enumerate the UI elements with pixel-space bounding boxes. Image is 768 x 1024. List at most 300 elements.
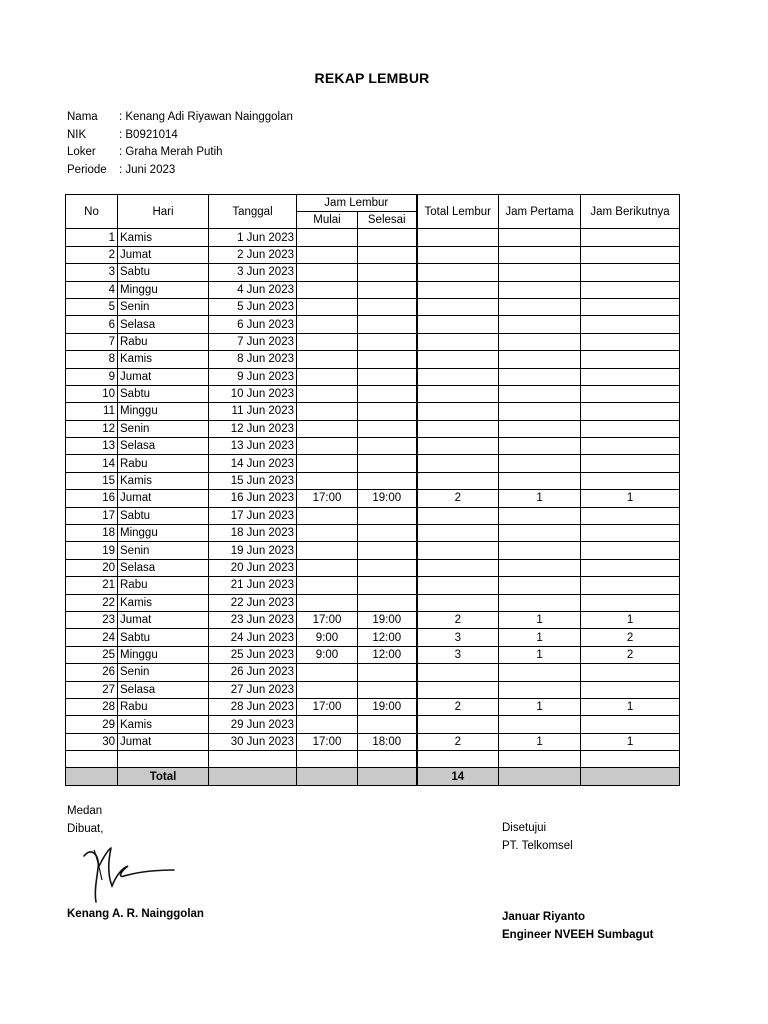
cell-hari: Selasa — [118, 316, 209, 333]
cell-mulai — [297, 594, 358, 611]
cell-total-lembur — [417, 368, 499, 385]
cell-jam-berikutnya — [581, 385, 680, 402]
cell-selesai — [358, 751, 417, 768]
cell-selesai — [358, 438, 417, 455]
total-label: Total — [118, 768, 209, 786]
cell-total-lembur: 2 — [417, 611, 499, 628]
cell-jam-pertama — [499, 264, 581, 281]
cell-jam-pertama — [499, 455, 581, 472]
cell-selesai — [358, 368, 417, 385]
cell-jam-pertama: 1 — [499, 611, 581, 628]
cell-total-selesai — [358, 768, 417, 786]
cell-no: 15 — [66, 472, 118, 489]
cell-total-lembur — [417, 281, 499, 298]
cell-no: 12 — [66, 420, 118, 437]
cell-jam-berikutnya — [581, 229, 680, 246]
header-jam-berikutnya: Jam Berikutnya — [581, 195, 680, 229]
table-row — [66, 420, 680, 437]
cell-mulai — [297, 246, 358, 263]
cell-tanggal: 8 Jun 2023 — [209, 351, 297, 368]
cell-mulai — [297, 316, 358, 333]
info-row-nik — [67, 126, 293, 144]
table-row — [66, 681, 680, 698]
cell-hari: Rabu — [118, 333, 209, 350]
cell-jam-berikutnya — [581, 403, 680, 420]
header-hari: Hari — [118, 195, 209, 229]
table-row — [66, 611, 680, 628]
signer-right-title: Engineer NVEEH Sumbagut — [502, 929, 654, 941]
cell-hari: Selasa — [118, 438, 209, 455]
cell-jam-pertama — [499, 403, 581, 420]
cell-no: 17 — [66, 507, 118, 524]
table-row — [66, 733, 680, 750]
cell-mulai — [297, 403, 358, 420]
table-row — [66, 455, 680, 472]
table-row — [66, 368, 680, 385]
table-row — [66, 264, 680, 281]
cell-hari: Selasa — [118, 559, 209, 576]
cell-jam-berikutnya — [581, 559, 680, 576]
info-row-loker — [67, 143, 293, 161]
info-value: : Graha Merah Putih — [119, 146, 223, 159]
table-row — [66, 246, 680, 263]
cell-hari: Senin — [118, 542, 209, 559]
cell-jam-pertama — [499, 246, 581, 263]
cell-jam-berikutnya — [581, 351, 680, 368]
cell-mulai — [297, 681, 358, 698]
employee-info — [67, 108, 293, 179]
cell-tanggal: 1 Jun 2023 — [209, 229, 297, 246]
cell-mulai — [297, 542, 358, 559]
cell-tanggal: 16 Jun 2023 — [209, 490, 297, 507]
table-row-blank — [66, 751, 680, 768]
cell-total-lembur — [417, 316, 499, 333]
cell-total-lembur — [417, 559, 499, 576]
cell-hari: Jumat — [118, 246, 209, 263]
cell-mulai: 9:00 — [297, 629, 358, 646]
cell-tanggal: 30 Jun 2023 — [209, 733, 297, 750]
table-row — [66, 559, 680, 576]
cell-total-lembur — [417, 681, 499, 698]
cell-no: 27 — [66, 681, 118, 698]
cell-selesai — [358, 525, 417, 542]
cell-mulai — [297, 385, 358, 402]
cell-tanggal — [209, 751, 297, 768]
cell-jam-berikutnya — [581, 472, 680, 489]
cell-no: 20 — [66, 559, 118, 576]
cell-mulai: 17:00 — [297, 490, 358, 507]
signer-right-block — [502, 908, 653, 944]
cell-mulai — [297, 525, 358, 542]
cell-no: 11 — [66, 403, 118, 420]
cell-no: 1 — [66, 229, 118, 246]
cell-jam-berikutnya: 2 — [581, 646, 680, 663]
cell-jam-berikutnya — [581, 281, 680, 298]
signer-left-name: Kenang A. R. Nainggolan — [67, 908, 204, 920]
cell-tanggal: 15 Jun 2023 — [209, 472, 297, 489]
cell-hari: Kamis — [118, 472, 209, 489]
cell-jam-berikutnya — [581, 438, 680, 455]
cell-total-lembur — [417, 577, 499, 594]
cell-jam-pertama — [499, 507, 581, 524]
cell-hari: Sabtu — [118, 629, 209, 646]
cell-no: 2 — [66, 246, 118, 263]
cell-selesai — [358, 716, 417, 733]
cell-jam-berikutnya — [581, 264, 680, 281]
cell-tanggal: 9 Jun 2023 — [209, 368, 297, 385]
cell-no: 21 — [66, 577, 118, 594]
cell-no: 25 — [66, 646, 118, 663]
cell-selesai — [358, 385, 417, 402]
table-row — [66, 716, 680, 733]
header-total-lembur: Total Lembur — [417, 195, 499, 229]
cell-jam-pertama — [499, 594, 581, 611]
cell-tanggal: 4 Jun 2023 — [209, 281, 297, 298]
cell-no: 5 — [66, 298, 118, 315]
cell-jam-pertama — [499, 525, 581, 542]
cell-jam-pertama — [499, 298, 581, 315]
cell-tanggal: 20 Jun 2023 — [209, 559, 297, 576]
cell-total-pertama — [499, 768, 581, 786]
sign-right-block — [502, 820, 573, 855]
cell-jam-pertama: 1 — [499, 646, 581, 663]
info-row-periode — [67, 161, 293, 179]
cell-jam-berikutnya: 1 — [581, 611, 680, 628]
cell-selesai: 12:00 — [358, 646, 417, 663]
info-label: Loker — [67, 146, 96, 159]
header-tanggal: Tanggal — [209, 195, 297, 229]
cell-hari: Kamis — [118, 351, 209, 368]
cell-hari: Senin — [118, 420, 209, 437]
cell-hari: Jumat — [118, 733, 209, 750]
cell-mulai — [297, 438, 358, 455]
cell-hari: Senin — [118, 298, 209, 315]
cell-tanggal: 5 Jun 2023 — [209, 298, 297, 315]
cell-selesai — [358, 420, 417, 437]
cell-hari: Selasa — [118, 681, 209, 698]
cell-selesai: 18:00 — [358, 733, 417, 750]
cell-total-lembur — [417, 385, 499, 402]
cell-total-lembur: 3 — [417, 646, 499, 663]
table-header-row — [66, 195, 680, 212]
table-row — [66, 281, 680, 298]
cell-tanggal: 17 Jun 2023 — [209, 507, 297, 524]
cell-total-lembur: 2 — [417, 490, 499, 507]
cell-tanggal: 6 Jun 2023 — [209, 316, 297, 333]
cell-jam-pertama — [499, 438, 581, 455]
signer-right-name: Januar Riyanto — [502, 911, 586, 923]
cell-mulai — [297, 281, 358, 298]
cell-mulai — [297, 455, 358, 472]
cell-hari: Sabtu — [118, 507, 209, 524]
header-jam-pertama: Jam Pertama — [499, 195, 581, 229]
cell-total-lembur — [417, 229, 499, 246]
cell-mulai: 17:00 — [297, 611, 358, 628]
cell-jam-pertama — [499, 472, 581, 489]
table-row — [66, 664, 680, 681]
header-mulai: Mulai — [297, 212, 358, 229]
cell-mulai — [297, 716, 358, 733]
place-text: Medan — [67, 805, 103, 817]
cell-total-lembur — [417, 246, 499, 263]
cell-mulai — [297, 368, 358, 385]
cell-selesai: 19:00 — [358, 698, 417, 715]
cell-selesai — [358, 472, 417, 489]
cell-total-lembur — [417, 507, 499, 524]
cell-tanggal: 13 Jun 2023 — [209, 438, 297, 455]
cell-total-lembur — [417, 438, 499, 455]
cell-total-lembur — [417, 751, 499, 768]
cell-no: 3 — [66, 264, 118, 281]
cell-selesai — [358, 298, 417, 315]
cell-mulai — [297, 559, 358, 576]
cell-jam-berikutnya — [581, 246, 680, 263]
cell-no: 10 — [66, 385, 118, 402]
cell-hari: Jumat — [118, 611, 209, 628]
cell-hari: Minggu — [118, 646, 209, 663]
cell-jam-berikutnya — [581, 333, 680, 350]
cell-jam-pertama — [499, 229, 581, 246]
table-row — [66, 594, 680, 611]
cell-no: 13 — [66, 438, 118, 455]
total-value: 14 — [417, 768, 499, 786]
cell-no — [66, 751, 118, 768]
cell-mulai: 17:00 — [297, 733, 358, 750]
cell-hari: Jumat — [118, 490, 209, 507]
cell-jam-pertama — [499, 333, 581, 350]
table-body — [66, 229, 680, 786]
cell-jam-pertama — [499, 716, 581, 733]
info-value: : Kenang Adi Riyawan Nainggolan — [119, 110, 293, 123]
sign-left-block — [67, 803, 103, 838]
cell-mulai — [297, 751, 358, 768]
cell-no: 6 — [66, 316, 118, 333]
cell-mulai — [297, 577, 358, 594]
cell-jam-pertama — [499, 542, 581, 559]
cell-selesai — [358, 577, 417, 594]
cell-no: 22 — [66, 594, 118, 611]
table-row — [66, 229, 680, 246]
cell-tanggal: 3 Jun 2023 — [209, 264, 297, 281]
cell-hari: Sabtu — [118, 385, 209, 402]
cell-mulai — [297, 298, 358, 315]
table-row — [66, 490, 680, 507]
cell-selesai — [358, 664, 417, 681]
table-row — [66, 403, 680, 420]
cell-total-lembur — [417, 333, 499, 350]
cell-no: 4 — [66, 281, 118, 298]
cell-selesai — [358, 333, 417, 350]
cell-tanggal: 14 Jun 2023 — [209, 455, 297, 472]
cell-total-lembur — [417, 472, 499, 489]
cell-jam-berikutnya — [581, 316, 680, 333]
cell-tanggal: 28 Jun 2023 — [209, 698, 297, 715]
cell-hari: Rabu — [118, 577, 209, 594]
cell-no: 16 — [66, 490, 118, 507]
made-by-text: Dibuat, — [67, 822, 104, 835]
info-value: : Juni 2023 — [119, 163, 176, 176]
cell-no: 19 — [66, 542, 118, 559]
cell-jam-berikutnya — [581, 751, 680, 768]
cell-total-lembur: 2 — [417, 733, 499, 750]
cell-tanggal: 29 Jun 2023 — [209, 716, 297, 733]
cell-hari: Minggu — [118, 403, 209, 420]
cell-selesai — [358, 594, 417, 611]
cell-total-lembur — [417, 403, 499, 420]
cell-mulai — [297, 333, 358, 350]
cell-jam-berikutnya — [581, 368, 680, 385]
table-row — [66, 351, 680, 368]
cell-selesai — [358, 264, 417, 281]
cell-jam-pertama: 1 — [499, 629, 581, 646]
cell-jam-berikutnya: 1 — [581, 733, 680, 750]
info-label: Nama — [67, 110, 98, 123]
cell-total-lembur — [417, 664, 499, 681]
cell-jam-berikutnya — [581, 542, 680, 559]
table-row — [66, 507, 680, 524]
table-row — [66, 316, 680, 333]
header-no: No — [66, 195, 118, 229]
cell-tanggal: 22 Jun 2023 — [209, 594, 297, 611]
cell-total-lembur — [417, 420, 499, 437]
cell-mulai — [297, 664, 358, 681]
cell-hari: Rabu — [118, 698, 209, 715]
cell-no: 18 — [66, 525, 118, 542]
cell-hari: Senin — [118, 664, 209, 681]
cell-total-lembur — [417, 716, 499, 733]
cell-selesai: 12:00 — [358, 629, 417, 646]
cell-jam-pertama — [499, 751, 581, 768]
cell-selesai — [358, 229, 417, 246]
header-jam-lembur: Jam Lembur — [297, 195, 417, 212]
cell-selesai — [358, 316, 417, 333]
table-row — [66, 542, 680, 559]
cell-total-berikutnya — [581, 768, 680, 786]
approved-text: Disetujui — [502, 822, 547, 834]
cell-jam-pertama — [499, 385, 581, 402]
cell-hari: Sabtu — [118, 264, 209, 281]
cell-selesai — [358, 507, 417, 524]
info-value: : B0921014 — [119, 128, 178, 141]
company-text: PT. Telkomsel — [502, 839, 573, 852]
cell-selesai — [358, 681, 417, 698]
cell-jam-berikutnya: 2 — [581, 629, 680, 646]
table-row — [66, 577, 680, 594]
table-row — [66, 385, 680, 402]
info-label: NIK — [67, 128, 87, 141]
cell-jam-pertama — [499, 559, 581, 576]
cell-selesai — [358, 403, 417, 420]
header-selesai: Selesai — [358, 212, 417, 229]
cell-jam-berikutnya — [581, 716, 680, 733]
cell-selesai: 19:00 — [358, 490, 417, 507]
cell-total-no — [66, 768, 118, 786]
info-row-nama — [67, 108, 293, 126]
cell-no: 8 — [66, 351, 118, 368]
cell-no: 14 — [66, 455, 118, 472]
table-row — [66, 525, 680, 542]
cell-no: 7 — [66, 333, 118, 350]
cell-selesai — [358, 542, 417, 559]
table-row — [66, 629, 680, 646]
cell-jam-berikutnya — [581, 681, 680, 698]
cell-tanggal: 10 Jun 2023 — [209, 385, 297, 402]
cell-hari: Minggu — [118, 525, 209, 542]
page-title: REKAP LEMBUR — [314, 70, 430, 86]
cell-no: 30 — [66, 733, 118, 750]
cell-total-lembur — [417, 455, 499, 472]
cell-hari: Jumat — [118, 368, 209, 385]
cell-jam-pertama — [499, 577, 581, 594]
signature-image — [78, 836, 178, 906]
cell-mulai — [297, 229, 358, 246]
cell-no: 26 — [66, 664, 118, 681]
cell-jam-pertama: 1 — [499, 698, 581, 715]
cell-jam-pertama — [499, 368, 581, 385]
cell-no: 9 — [66, 368, 118, 385]
cell-tanggal: 21 Jun 2023 — [209, 577, 297, 594]
cell-no: 24 — [66, 629, 118, 646]
cell-jam-berikutnya — [581, 298, 680, 315]
cell-total-lembur — [417, 351, 499, 368]
cell-no: 23 — [66, 611, 118, 628]
cell-hari — [118, 751, 209, 768]
cell-total-mulai — [297, 768, 358, 786]
cell-mulai — [297, 264, 358, 281]
cell-tanggal: 26 Jun 2023 — [209, 664, 297, 681]
cell-jam-pertama — [499, 420, 581, 437]
cell-mulai: 9:00 — [297, 646, 358, 663]
cell-tanggal: 27 Jun 2023 — [209, 681, 297, 698]
overtime-table — [65, 194, 680, 786]
cell-tanggal: 18 Jun 2023 — [209, 525, 297, 542]
cell-tanggal: 23 Jun 2023 — [209, 611, 297, 628]
cell-jam-pertama — [499, 351, 581, 368]
cell-hari: Rabu — [118, 455, 209, 472]
cell-total-lembur: 2 — [417, 698, 499, 715]
cell-mulai — [297, 472, 358, 489]
cell-selesai — [358, 246, 417, 263]
cell-total-tanggal — [209, 768, 297, 786]
cell-tanggal: 2 Jun 2023 — [209, 246, 297, 263]
cell-jam-pertama — [499, 681, 581, 698]
cell-hari: Kamis — [118, 594, 209, 611]
cell-jam-berikutnya — [581, 507, 680, 524]
cell-jam-pertama — [499, 281, 581, 298]
cell-mulai — [297, 351, 358, 368]
cell-mulai — [297, 420, 358, 437]
cell-total-lembur — [417, 594, 499, 611]
cell-no: 29 — [66, 716, 118, 733]
cell-jam-pertama — [499, 664, 581, 681]
cell-total-lembur — [417, 298, 499, 315]
cell-tanggal: 19 Jun 2023 — [209, 542, 297, 559]
table-row — [66, 438, 680, 455]
cell-total-lembur — [417, 542, 499, 559]
cell-tanggal: 24 Jun 2023 — [209, 629, 297, 646]
cell-selesai: 19:00 — [358, 611, 417, 628]
cell-no: 28 — [66, 698, 118, 715]
cell-tanggal: 7 Jun 2023 — [209, 333, 297, 350]
cell-total-lembur: 3 — [417, 629, 499, 646]
cell-jam-berikutnya — [581, 455, 680, 472]
cell-jam-pertama — [499, 316, 581, 333]
table-row — [66, 646, 680, 663]
cell-total-lembur — [417, 525, 499, 542]
table-row — [66, 298, 680, 315]
info-label: Periode — [67, 163, 107, 176]
cell-jam-berikutnya — [581, 594, 680, 611]
